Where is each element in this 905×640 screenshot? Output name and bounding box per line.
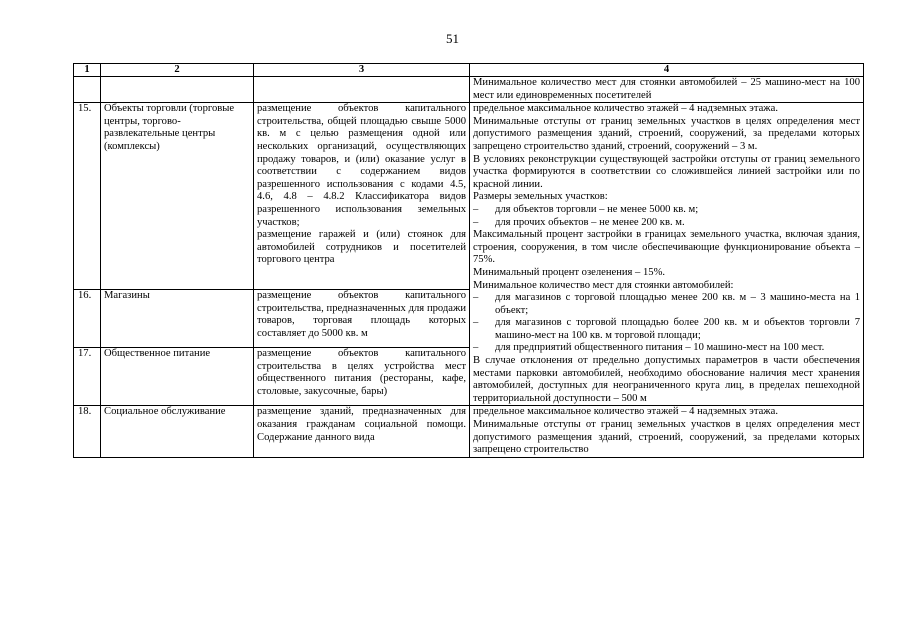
param-max-coverage: Максимальный процент застройки в границах земельного участка, включая здания, строения, сооружения, в том числе обеспечивающие функционирование объекта – 75%. bbox=[473, 229, 860, 266]
list-marker: – bbox=[473, 342, 479, 354]
page-number: 51 bbox=[446, 31, 459, 46]
param-plot-size: Размеры земельных участков: bbox=[473, 191, 608, 203]
list-item-text: для предприятий общественного питания – 10 машино-мест на 100 мест. bbox=[495, 342, 825, 354]
parameters-cell bbox=[470, 406, 864, 458]
list-item bbox=[473, 217, 860, 230]
table-row-18 bbox=[74, 406, 864, 458]
row-number: 18. bbox=[74, 406, 101, 458]
table-header-row bbox=[74, 64, 864, 77]
list-item-text: для объектов торговли – не менее 5000 кв. м; bbox=[495, 203, 699, 215]
use-type-name: Магазины bbox=[101, 289, 254, 347]
table-row-15 bbox=[74, 103, 864, 290]
param-setbacks: Минимальные отступы от границ земельных участков в целях определения мест допустимого размещения зданий, строений, сооружений, за пределами которых запрещено строительство bbox=[473, 419, 860, 456]
param-floors: предельное максимальное количество этажей – 4 надземных этажа. bbox=[473, 406, 778, 418]
list-item bbox=[473, 292, 860, 317]
list-item bbox=[473, 204, 860, 217]
parameters-cell bbox=[470, 77, 864, 103]
use-type-name: Объекты торговли (торговые центры, торгово-развлекательные центры (комплексы) bbox=[101, 103, 254, 290]
list-item bbox=[473, 317, 860, 342]
param-reconstruction: В условиях реконструкции существующей застройки отступы от границ земельного участка формируются в соответствии со сложившейся линией застройки или по красной линии. bbox=[473, 153, 860, 190]
param-floors: предельное максимальное количество этажей – 4 надземных этажа. bbox=[473, 103, 778, 115]
list-marker: – bbox=[473, 317, 479, 329]
header-cell: 3 bbox=[254, 64, 470, 77]
use-type-name: Общественное питание bbox=[101, 348, 254, 406]
list-marker: – bbox=[473, 292, 479, 304]
use-type-description bbox=[254, 406, 470, 458]
list-item-text: для прочих объектов – не менее 200 кв. м. bbox=[495, 216, 685, 228]
list-item bbox=[473, 342, 860, 355]
row-number: 16. bbox=[74, 289, 101, 347]
param-parking-deviation: В случае отклонения от предельно допустимых параметров в части обеспечения местами парковки автомобилей, необходимо обоснование наличия мест хранения автомобилей, доступных для неограниченного круга лиц, в пределах пешеходной территориальной доступности – 500 м bbox=[473, 355, 860, 404]
description-paragraph: размещение объектов капитального строительства, общей площадью свыше 5000 кв. м с целью размещения одной или нескольких организаций, осуществляющих продажу товаров, и (или) оказание услуг в соответствии с содержанием видов разрешенного использования с кодами 4.5, 4.6, 4.8 – 4.8.2 Классификатора видов разрешенного использования земельных участков; bbox=[257, 103, 466, 228]
parking-requirement: Минимальное количество мест для стоянки автомобилей – 25 машино-мест на 100 мест или единовременных посетителей bbox=[473, 77, 860, 101]
row-number: 15. bbox=[74, 103, 101, 290]
description-paragraph: размещение объектов капитального строительства, предназначенных для продажи товаров, торговая площадь которых составляет до 5000 кв. м bbox=[257, 289, 466, 339]
use-type-name: Социальное обслуживание bbox=[101, 406, 254, 458]
param-parking-title: Минимальное количество мест для стоянки автомобилей: bbox=[473, 279, 734, 291]
list-item-text: для магазинов с торговой площадью более 200 кв. м и объектов торговли 7 машино-мест на 100 кв. м торговой площади; bbox=[495, 317, 860, 341]
description-paragraph: размещение зданий, предназначенных для оказания гражданам социальной помощи. Содержание данного вида bbox=[257, 406, 466, 443]
header-cell: 4 bbox=[470, 64, 864, 77]
description-paragraph: размещение гаражей и (или) стоянок для автомобилей сотрудников и посетителей торгового центра bbox=[257, 229, 466, 266]
regulations-table bbox=[73, 63, 864, 458]
header-cell: 2 bbox=[101, 64, 254, 77]
param-min-greenery: Минимальный процент озеленения – 15%. bbox=[473, 266, 666, 278]
list-item-text: для магазинов с торговой площадью менее 200 кв. м – 3 машино-места на 1 объект; bbox=[495, 292, 860, 316]
list-marker: – bbox=[473, 203, 479, 215]
table-row-continuation bbox=[74, 77, 864, 103]
parameters-cell bbox=[470, 103, 864, 406]
use-type-description bbox=[254, 348, 470, 406]
list-marker: – bbox=[473, 216, 479, 228]
row-number: 17. bbox=[74, 348, 101, 406]
use-type-description bbox=[254, 289, 470, 347]
param-setbacks: Минимальные отступы от границ земельных участков в целях определения мест допустимого размещения зданий, строений, сооружений, за пределами которых запрещено строительство зданий, строений, сооружений – 3 м. bbox=[473, 115, 860, 152]
header-cell: 1 bbox=[74, 64, 101, 77]
use-type-description bbox=[254, 103, 470, 290]
description-paragraph: размещение объектов капитального строительства в целях устройства мест общественного питания (рестораны, кафе, столовые, закусочные, бары) bbox=[257, 348, 466, 397]
